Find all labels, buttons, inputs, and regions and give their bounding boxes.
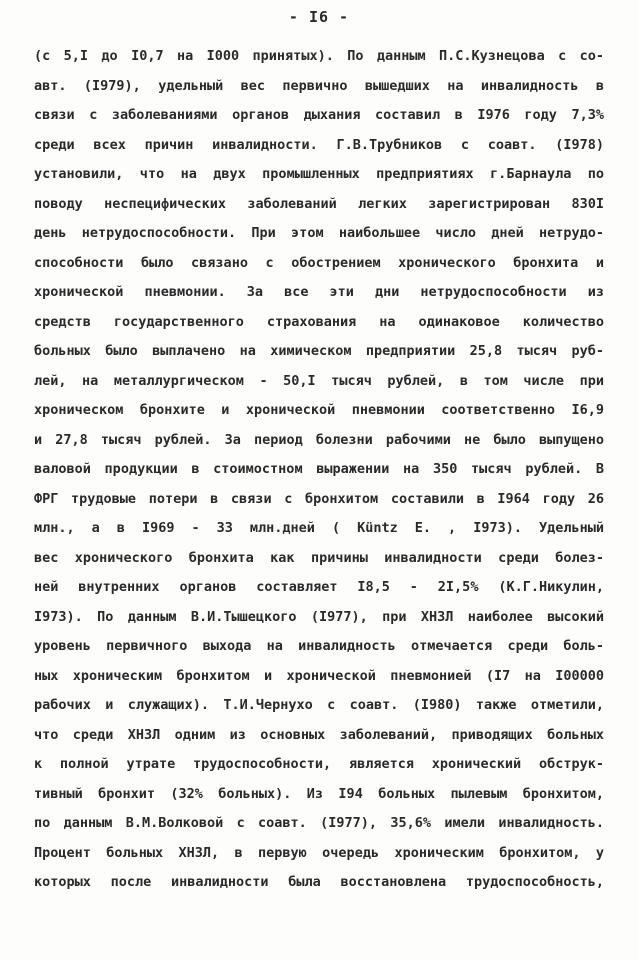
text-line: рабочих и служащих). Т.И.Чернухо с соавт. (I980) также отметили,: [34, 697, 604, 713]
text-line: (с 5,I до I0,7 на I000 принятых). По данным П.С.Кузнецова с со-: [34, 48, 604, 64]
text-line: средств государственного страхования на одинаковое количество: [34, 313, 604, 330]
text-line: вес хронического бронхита как причины инвалидности среди болез-: [34, 549, 604, 566]
text-line: лей, на металлургическом - 50,I тысяч рублей, в том числе при: [34, 372, 604, 389]
text-line: млн., а в I969 - 33 млн.дней ( Küntz E. , I973). Удельный: [34, 520, 604, 536]
text-line: ФРГ трудовые потери в связи с бронхитом составили в I964 году 26: [34, 490, 604, 507]
text-line: что среди ХНЗЛ одним из основных заболеваний, приводящих больных: [34, 726, 604, 743]
body-text: [34, 42, 604, 898]
text-line: установили, что на двух промышленных предприятиях г.Барнаула по: [34, 166, 604, 182]
page-number: - I6 -: [288, 8, 350, 26]
text-line: хронической пневмонии. За все эти дни нетрудоспособности из: [34, 284, 604, 300]
text-line: хроническом бронхите и хронической пневмонии соответственно I6,9: [34, 402, 604, 418]
text-line: тивный бронхит (32% больных). Из I94 больных пылевым бронхитом,: [34, 785, 604, 802]
text-line: авт. (I979), удельный вес первично вышедших на инвалидность в: [34, 77, 604, 94]
text-line: поводу неспецифических заболеваний легких зарегистрирован 830I: [34, 195, 604, 212]
text-line: больных было выплачено на химическом предприятии 25,8 тысяч руб-: [34, 343, 604, 359]
text-line: и 27,8 тысяч рублей. За период болезни рабочими не было выпущено: [34, 431, 604, 448]
text-line: ней внутренних органов составляет I8,5 - 2I,5% (К.Г.Никулин,: [34, 579, 604, 595]
text-line: ных хроническим бронхитом и хронической пневмонией (I7 на I00000: [34, 667, 604, 684]
text-line: уровень первичного выхода на инвалидность отмечается среди боль-: [34, 638, 604, 654]
text-line: среди всех причин инвалидности. Г.В.Трубников с соавт. (I978): [34, 136, 604, 153]
text-line: Процент больных ХНЗЛ, в первую очередь хроническим бронхитом, у: [34, 844, 604, 861]
text-line: I973). По данным В.И.Тышецкого (I977), при ХНЗЛ наиболее высокий: [34, 608, 604, 625]
text-line: валовой продукции в стоимостном выражении на 350 тысяч рублей. В: [34, 461, 604, 477]
text-line: день нетрудоспособности. При этом наибольшее число дней нетрудо-: [34, 225, 604, 241]
text-line: которых после инвалидности была восстановлена трудоспособность,: [34, 874, 604, 890]
text-line: по данным В.М.Волковой с соавт. (I977), 35,6% имели инвалидность.: [34, 815, 604, 831]
text-line: связи с заболеваниями органов дыхания составил в I976 году 7,3%: [34, 107, 604, 123]
text-line: к полной утрате трудоспособности, является хронический обструк-: [34, 756, 604, 772]
text-line: способности было связано с обострением хронического бронхита и: [34, 254, 604, 271]
